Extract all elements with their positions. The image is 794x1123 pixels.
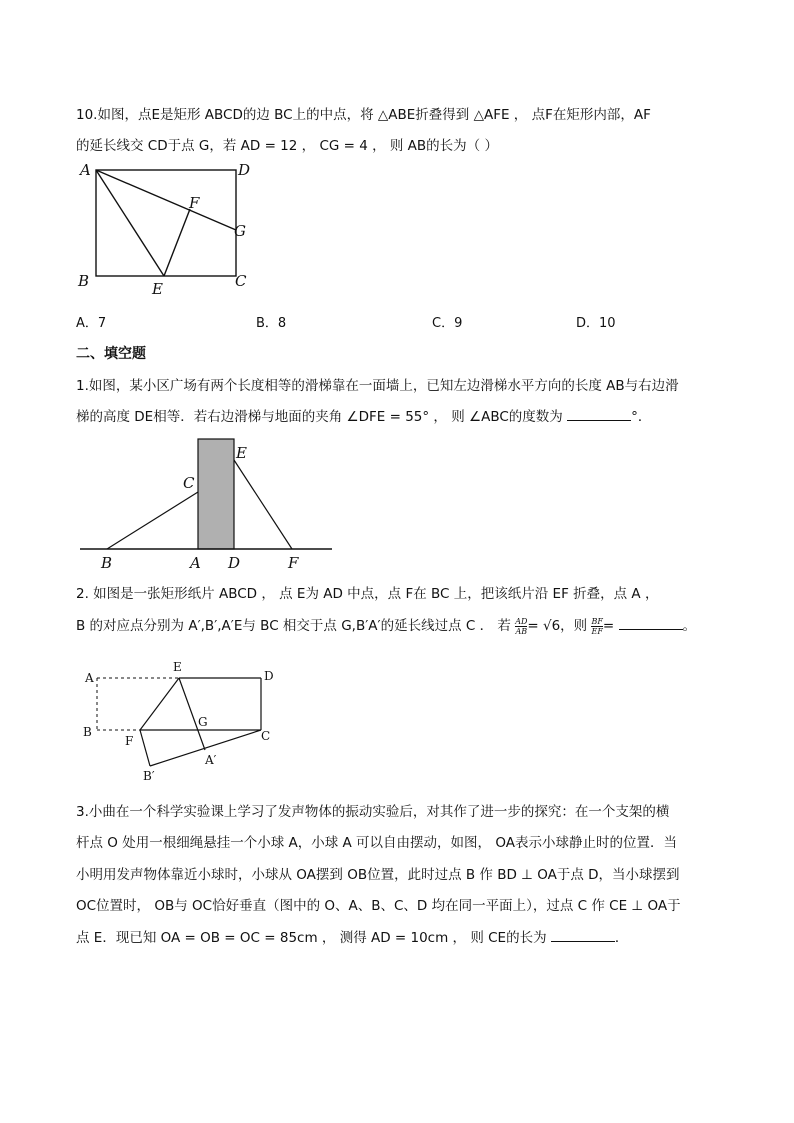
q10-choice-a[interactable]: A．7 bbox=[76, 316, 107, 331]
q1-text-line2a: 梯的高度 DE相等．若右边滑梯与地面的夹角 ∠DFE = 55° ， 则 ∠ABC的度数为 bbox=[76, 409, 563, 425]
q3-text-line2: 杆点 O 处用一根细绳悬挂一个小球 A，小球 A 可以自由摆动，如图， OA表示小球静止时的位置．当 bbox=[76, 835, 677, 851]
q2-label-D: D bbox=[264, 669, 274, 683]
q2-text-line2d: 。 bbox=[682, 618, 697, 634]
q2-label-B: B bbox=[83, 725, 92, 739]
q3-text-line5b: ． bbox=[614, 930, 629, 946]
q1-text-line2b: °． bbox=[631, 409, 652, 425]
q10-figure bbox=[76, 160, 276, 300]
q2-label-A-prime: A′ bbox=[205, 753, 217, 767]
q1-label-B: B bbox=[101, 554, 113, 572]
q2-answer-blank[interactable] bbox=[619, 617, 683, 630]
q3-text-line5a: 点 E．现已知 OA = OB = OC = 85cm ， 测得 AD = 10cm ， 则 CE的长为 bbox=[76, 930, 547, 946]
q1-label-D: D bbox=[228, 554, 241, 572]
q2-fraction-ad-ab: $\frac{AD}{AB}$ bbox=[515, 616, 528, 636]
q10-label-E: E bbox=[152, 280, 163, 298]
q10-label-C: C bbox=[235, 272, 247, 290]
q2-text-line2c: = bbox=[602, 618, 615, 634]
q2-text-line2 bbox=[76, 614, 696, 636]
q2-fraction-bf-ef: $\frac{BF}{EF}$ bbox=[591, 616, 603, 636]
section-title: 二、填空题 bbox=[76, 346, 146, 362]
q10-choice-d[interactable]: D．10 bbox=[576, 316, 616, 331]
q2-figure bbox=[80, 660, 290, 785]
q2-label-F: F bbox=[125, 734, 134, 748]
q10-text-line2: 的延长线交 CD于点 G，若 AD = 12 ， CG = 4 ， 则 AB的长为（ ） bbox=[76, 138, 498, 154]
q1-label-A: A bbox=[190, 554, 201, 572]
q10-label-F: F bbox=[189, 194, 200, 212]
q1-label-E: E bbox=[236, 444, 247, 462]
q2-text-line2a: B 的对应点分别为 A′,B′,A′E与 BC 相交于点 G,B′A′的延长线过点 C ． 若 bbox=[76, 618, 511, 634]
q10-text-line1: 10.如图，点E是矩形 ABCD的边 BC上的中点，将 △ABE折叠得到 △AFE ， 点F在矩形内部，AF bbox=[76, 107, 651, 123]
q1-text-line2 bbox=[76, 405, 651, 425]
q3-answer-blank[interactable] bbox=[551, 929, 615, 942]
q10-label-G: G bbox=[234, 222, 246, 240]
q1-answer-blank[interactable] bbox=[567, 408, 631, 421]
q1-label-C: C bbox=[183, 474, 195, 492]
q2-label-B-prime: B′ bbox=[143, 769, 155, 783]
q1-label-F: F bbox=[288, 554, 299, 572]
q10-choice-b[interactable]: B．8 bbox=[256, 316, 287, 331]
q2-label-E: E bbox=[173, 660, 182, 674]
q2-label-G: G bbox=[198, 715, 208, 729]
q3-text-line4: OC位置时， OB与 OC恰好垂直（图中的 O、A、B、C、D 均在同一平面上），过点 C 作 CE ⊥ OA于 bbox=[76, 898, 681, 914]
q3-text-line3: 小明用发声物体靠近小球时，小球从 OA摆到 OB位置，此时过点 B 作 BD ⊥ OA于点 D，当小球摆到 bbox=[76, 867, 680, 883]
q1-figure bbox=[80, 438, 340, 573]
q3-text-line1: 3.小曲在一个科学实验课上学习了发声物体的振动实验后，对其作了进一步的探究：在一个支架的横 bbox=[76, 804, 670, 820]
q1-text-line1: 1.如图，某小区广场有两个长度相等的滑梯靠在一面墙上，已知左边滑梯水平方向的长度 AB与右边滑 bbox=[76, 378, 679, 394]
q10-label-B: B bbox=[78, 272, 90, 290]
q10-choice-c[interactable]: C．9 bbox=[432, 316, 463, 331]
q2-text-line2b: = √6，则 bbox=[527, 618, 588, 634]
q2-label-A: A bbox=[85, 671, 94, 685]
q10-label-A: A bbox=[80, 161, 91, 179]
q2-label-C: C bbox=[261, 729, 271, 743]
q10-label-D: D bbox=[238, 161, 251, 179]
q3-text-line5 bbox=[76, 926, 628, 946]
q2-text-line1: 2. 如图是一张矩形纸片 ABCD ， 点 E为 AD 中点，点 F在 BC 上，把该纸片沿 EF 折叠，点 A ， bbox=[76, 586, 659, 602]
